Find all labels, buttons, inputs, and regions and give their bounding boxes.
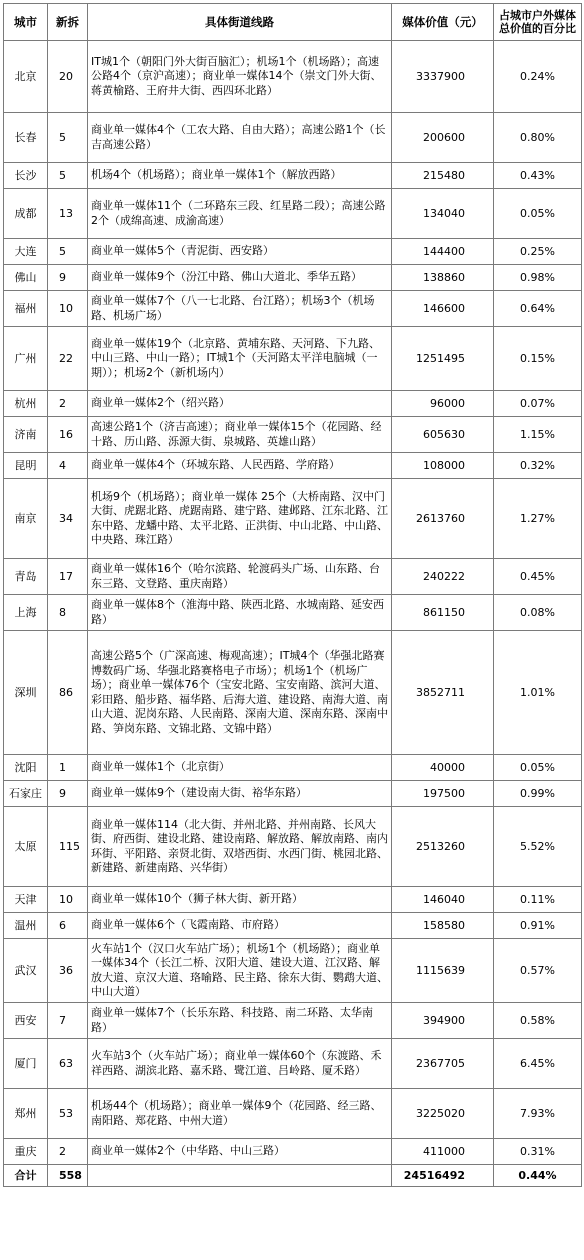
total-row bbox=[4, 1165, 582, 1187]
cell-pct: 0.15% bbox=[494, 327, 582, 391]
cell-pct: 0.45% bbox=[494, 559, 582, 595]
table-row bbox=[4, 41, 582, 113]
cell-city: 长沙 bbox=[4, 163, 48, 189]
cell-count: 5 bbox=[48, 239, 88, 265]
total-route bbox=[88, 1165, 392, 1187]
cell-route: 商业单一媒体10个（狮子林大街、新开路） bbox=[88, 887, 392, 913]
cell-count: 7 bbox=[48, 1003, 88, 1039]
cell-value: 1251495 bbox=[392, 327, 494, 391]
cell-city: 沈阳 bbox=[4, 755, 48, 781]
cell-pct: 0.91% bbox=[494, 913, 582, 939]
cell-value: 605630 bbox=[392, 417, 494, 453]
table-row bbox=[4, 807, 582, 887]
cell-city: 天津 bbox=[4, 887, 48, 913]
cell-route: 商业单一媒体4个（工农大路、自由大路）；高速公路1个（长吉高速公路） bbox=[88, 113, 392, 163]
total-value: 24516492 bbox=[392, 1165, 494, 1187]
cell-pct: 1.01% bbox=[494, 631, 582, 755]
cell-city: 深圳 bbox=[4, 631, 48, 755]
cell-city: 济南 bbox=[4, 417, 48, 453]
cell-value: 134040 bbox=[392, 189, 494, 239]
cell-value: 411000 bbox=[392, 1139, 494, 1165]
cell-city: 南京 bbox=[4, 479, 48, 559]
cell-count: 5 bbox=[48, 113, 88, 163]
cell-route: 商业单一媒体1个（北京街） bbox=[88, 755, 392, 781]
cell-count: 36 bbox=[48, 939, 88, 1003]
cell-city: 厦门 bbox=[4, 1039, 48, 1089]
table-row bbox=[4, 479, 582, 559]
cell-city: 昆明 bbox=[4, 453, 48, 479]
table-row bbox=[4, 887, 582, 913]
cell-route: 商业单一媒体19个（北京路、黄埔东路、天河路、下九路、中山三路、中山一路）；IT城1个（天河路太平洋电脑城（一期））；机场2个（新机场内） bbox=[88, 327, 392, 391]
cell-count: 86 bbox=[48, 631, 88, 755]
cell-route: 火车站3个（火车站广场）；商业单一媒体60个（东渡路、禾祥西路、湖滨北路、嘉禾路、鹭江道、吕岭路、厦禾路） bbox=[88, 1039, 392, 1089]
cell-value: 40000 bbox=[392, 755, 494, 781]
table-row bbox=[4, 453, 582, 479]
cell-count: 9 bbox=[48, 781, 88, 807]
table-row bbox=[4, 291, 582, 327]
cell-count: 8 bbox=[48, 595, 88, 631]
header-value: 媒体价值（元） bbox=[392, 4, 494, 41]
table-row bbox=[4, 913, 582, 939]
cell-city: 广州 bbox=[4, 327, 48, 391]
cell-value: 197500 bbox=[392, 781, 494, 807]
cell-count: 4 bbox=[48, 453, 88, 479]
cell-city: 佛山 bbox=[4, 265, 48, 291]
cell-pct: 0.08% bbox=[494, 595, 582, 631]
cell-route: 机场9个（机场路）；商业单一媒体 25个（大桥南路、汉中门大街、虎踞北路、虎踞南路、建宁路、建邺路、江东北路、江东中路、龙蟠中路、太平北路、正洪街、中山北路、中山路、中央路、珠江路） bbox=[88, 479, 392, 559]
cell-pct: 1.27% bbox=[494, 479, 582, 559]
cell-route: 商业单一媒体9个（汾江中路、佛山大道北、季华五路） bbox=[88, 265, 392, 291]
cell-city: 青岛 bbox=[4, 559, 48, 595]
cell-count: 63 bbox=[48, 1039, 88, 1089]
table-row bbox=[4, 1139, 582, 1165]
header-row bbox=[4, 4, 582, 41]
cell-route: 商业单一媒体2个（中华路、中山三路） bbox=[88, 1139, 392, 1165]
table-row bbox=[4, 265, 582, 291]
table-row bbox=[4, 391, 582, 417]
header-city: 城市 bbox=[4, 4, 48, 41]
cell-pct: 0.80% bbox=[494, 113, 582, 163]
cell-route: 商业单一媒体7个（长乐东路、科技路、南二环路、太华南路） bbox=[88, 1003, 392, 1039]
cell-count: 17 bbox=[48, 559, 88, 595]
header-count: 新拆 bbox=[48, 4, 88, 41]
table-row bbox=[4, 1089, 582, 1139]
cell-value: 108000 bbox=[392, 453, 494, 479]
cell-value: 215480 bbox=[392, 163, 494, 189]
cell-value: 240222 bbox=[392, 559, 494, 595]
cell-route: 高速公路1个（济吉高速）；商业单一媒体15个（花园路、经十路、历山路、泺源大街、泉城路、英雄山路） bbox=[88, 417, 392, 453]
cell-pct: 0.99% bbox=[494, 781, 582, 807]
cell-pct: 0.58% bbox=[494, 1003, 582, 1039]
table-row bbox=[4, 417, 582, 453]
cell-pct: 0.31% bbox=[494, 1139, 582, 1165]
cell-city: 北京 bbox=[4, 41, 48, 113]
cell-value: 158580 bbox=[392, 913, 494, 939]
table-row bbox=[4, 1003, 582, 1039]
cell-city: 上海 bbox=[4, 595, 48, 631]
table-row bbox=[4, 113, 582, 163]
cell-value: 1115639 bbox=[392, 939, 494, 1003]
table-row bbox=[4, 755, 582, 781]
table-row bbox=[4, 163, 582, 189]
cell-city: 杭州 bbox=[4, 391, 48, 417]
cell-city: 温州 bbox=[4, 913, 48, 939]
table-row bbox=[4, 631, 582, 755]
table-row bbox=[4, 595, 582, 631]
table-row bbox=[4, 327, 582, 391]
cell-pct: 0.11% bbox=[494, 887, 582, 913]
cell-value: 146600 bbox=[392, 291, 494, 327]
cell-route: 商业单一媒体11个（二环路东三段、红星路二段）；高速公路2个（成绵高速、成渝高速） bbox=[88, 189, 392, 239]
cell-pct: 1.15% bbox=[494, 417, 582, 453]
cell-pct: 0.25% bbox=[494, 239, 582, 265]
cell-route: 商业单一媒体9个（建设南大街、裕华东路） bbox=[88, 781, 392, 807]
cell-city: 大连 bbox=[4, 239, 48, 265]
cell-value: 200600 bbox=[392, 113, 494, 163]
header-pct: 占城市户外媒体总价值的百分比 bbox=[494, 4, 582, 41]
cell-value: 2367705 bbox=[392, 1039, 494, 1089]
cell-route: 火车站1个（汉口火车站广场）；机场1个（机场路）；商业单一媒体34个（长江二桥、汉阳大道、建设大道、江汉路、解放大道、京汉大道、珞喻路、民主路、徐东大街、鹦鹉大道、中山大道） bbox=[88, 939, 392, 1003]
cell-route: 商业单一媒体16个（哈尔滨路、轮渡码头广场、山东路、台东三路、文登路、重庆南路） bbox=[88, 559, 392, 595]
cell-pct: 0.43% bbox=[494, 163, 582, 189]
cell-city: 武汉 bbox=[4, 939, 48, 1003]
total-count: 558 bbox=[48, 1165, 88, 1187]
cell-value: 2513260 bbox=[392, 807, 494, 887]
cell-value: 144400 bbox=[392, 239, 494, 265]
cell-count: 10 bbox=[48, 887, 88, 913]
total-pct: 0.44% bbox=[494, 1165, 582, 1187]
cell-pct: 5.52% bbox=[494, 807, 582, 887]
cell-count: 2 bbox=[48, 391, 88, 417]
cell-pct: 6.45% bbox=[494, 1039, 582, 1089]
table-row bbox=[4, 239, 582, 265]
cell-value: 146040 bbox=[392, 887, 494, 913]
cell-count: 53 bbox=[48, 1089, 88, 1139]
cell-count: 2 bbox=[48, 1139, 88, 1165]
cell-count: 34 bbox=[48, 479, 88, 559]
cell-pct: 0.64% bbox=[494, 291, 582, 327]
header-route: 具体街道线路 bbox=[88, 4, 392, 41]
cell-city: 重庆 bbox=[4, 1139, 48, 1165]
cell-value: 138860 bbox=[392, 265, 494, 291]
cell-route: 商业单一媒体5个（青泥街、西安路） bbox=[88, 239, 392, 265]
cell-city: 郑州 bbox=[4, 1089, 48, 1139]
table-row bbox=[4, 1039, 582, 1089]
cell-route: 高速公路5个（广深高速、梅观高速）；IT城4个（华强北路赛博数码广场、华强北路赛格电子市场）；机场1个（机场广场）；商业单一媒体76个（宝安北路、宝安南路、滨河大道、彩田路、船步路、福华路、后海大道、建设路、南海大道、南山大道、泥岗东路、人民南路、深南大道、深南东路、深南中路、笋岗东路、文锦北路、文锦中路） bbox=[88, 631, 392, 755]
cell-value: 3852711 bbox=[392, 631, 494, 755]
cell-route: 商业单一媒体8个（淮海中路、陕西北路、水城南路、延安西路） bbox=[88, 595, 392, 631]
cell-route: 机场4个（机场路）；商业单一媒体1个（解放西路） bbox=[88, 163, 392, 189]
cell-count: 22 bbox=[48, 327, 88, 391]
cell-value: 96000 bbox=[392, 391, 494, 417]
cell-pct: 0.57% bbox=[494, 939, 582, 1003]
media-table bbox=[3, 3, 582, 1187]
cell-city: 成都 bbox=[4, 189, 48, 239]
cell-route: 商业单一媒体4个（环城东路、人民西路、学府路） bbox=[88, 453, 392, 479]
table-row bbox=[4, 939, 582, 1003]
cell-city: 西安 bbox=[4, 1003, 48, 1039]
table-row bbox=[4, 189, 582, 239]
cell-pct: 0.32% bbox=[494, 453, 582, 479]
cell-route: 商业单一媒体6个（飞霞南路、市府路） bbox=[88, 913, 392, 939]
cell-count: 9 bbox=[48, 265, 88, 291]
cell-count: 1 bbox=[48, 755, 88, 781]
cell-route: 机场44个（机场路）；商业单一媒体9个（花园路、经三路、南阳路、郑花路、中州大道） bbox=[88, 1089, 392, 1139]
cell-pct: 0.05% bbox=[494, 189, 582, 239]
cell-route: 商业单一媒体2个（绍兴路） bbox=[88, 391, 392, 417]
cell-value: 861150 bbox=[392, 595, 494, 631]
cell-pct: 7.93% bbox=[494, 1089, 582, 1139]
cell-count: 20 bbox=[48, 41, 88, 113]
total-city: 合计 bbox=[4, 1165, 48, 1187]
cell-value: 3225020 bbox=[392, 1089, 494, 1139]
cell-route: IT城1个（朝阳门外大街百脑汇）；机场1个（机场路）；高速公路4个（京沪高速）；商业单一媒体14个（崇文门外大街、蒋黄榆路、王府井大街、西四环北路） bbox=[88, 41, 392, 113]
table-row bbox=[4, 559, 582, 595]
cell-city: 长春 bbox=[4, 113, 48, 163]
cell-city: 石家庄 bbox=[4, 781, 48, 807]
cell-count: 10 bbox=[48, 291, 88, 327]
cell-value: 394900 bbox=[392, 1003, 494, 1039]
cell-count: 13 bbox=[48, 189, 88, 239]
cell-route: 商业单一媒体114（北大街、并州北路、并州南路、长风大街、府西街、建设北路、建设南路、解放路、解放南路、南内环街、平阳路、亲贤北街、双塔西街、水西门街、桃园北路、新建路、新建南路、兴华街） bbox=[88, 807, 392, 887]
cell-route: 商业单一媒体7个（八一七北路、台江路）；机场3个（机场路、机场广场） bbox=[88, 291, 392, 327]
cell-count: 5 bbox=[48, 163, 88, 189]
table-row bbox=[4, 781, 582, 807]
cell-value: 3337900 bbox=[392, 41, 494, 113]
cell-pct: 0.07% bbox=[494, 391, 582, 417]
cell-count: 16 bbox=[48, 417, 88, 453]
cell-city: 福州 bbox=[4, 291, 48, 327]
cell-city: 太原 bbox=[4, 807, 48, 887]
cell-count: 6 bbox=[48, 913, 88, 939]
cell-value: 2613760 bbox=[392, 479, 494, 559]
cell-pct: 0.24% bbox=[494, 41, 582, 113]
cell-pct: 0.98% bbox=[494, 265, 582, 291]
cell-count: 115 bbox=[48, 807, 88, 887]
cell-pct: 0.05% bbox=[494, 755, 582, 781]
